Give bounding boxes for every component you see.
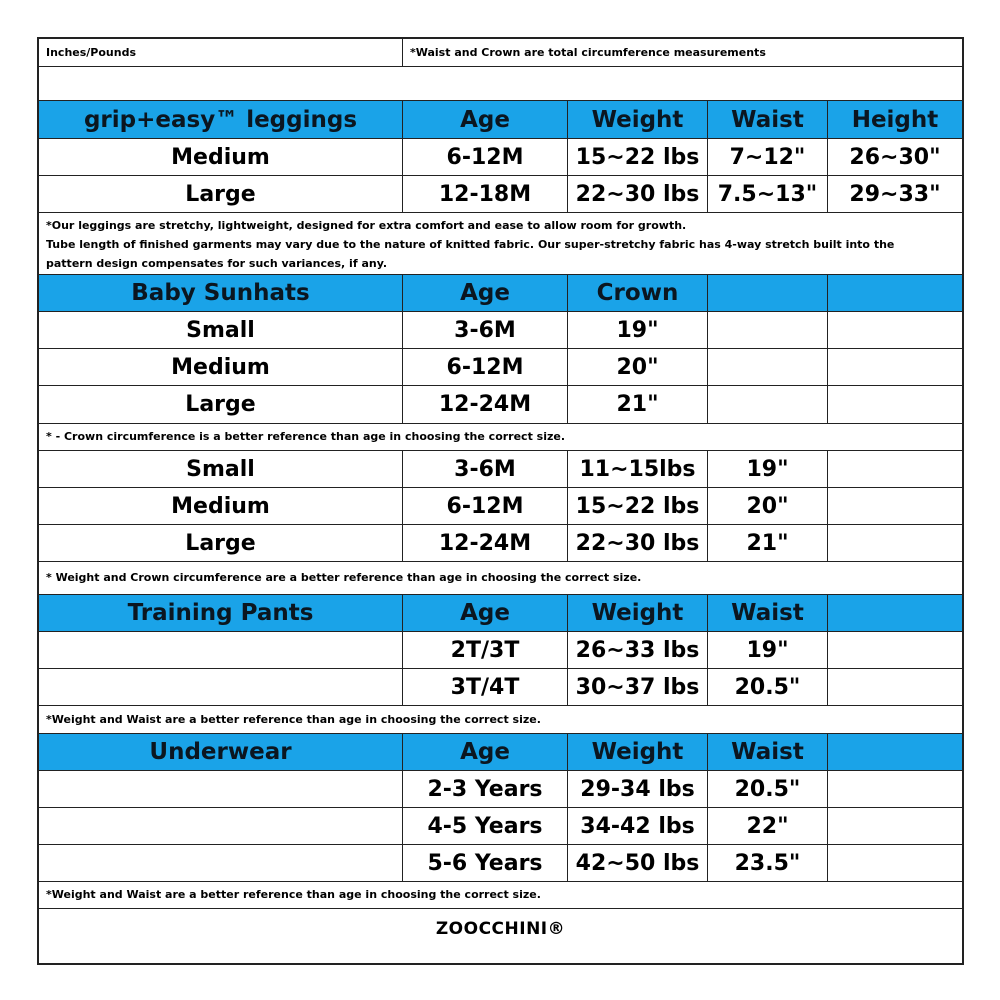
weight-cell: 26~33 lbs: [567, 632, 707, 668]
empty-cell: [827, 349, 962, 385]
waist-cell: 20.5": [707, 669, 827, 705]
size-cell: Large: [185, 530, 256, 556]
col-header-empty: [707, 275, 827, 311]
crown-cell: 21": [707, 525, 827, 561]
training-note: *Weight and Waist are a better reference than age in choosing the correct size.: [39, 706, 962, 734]
crown-cell: 21": [567, 386, 707, 423]
leggings-note-line2: Tube length of finished garments may vary due to the nature of knitted fabric. Our super-stretchy fabric has 4-way stretch built into the: [46, 238, 895, 251]
table-row: [39, 525, 962, 562]
waist-cell: 7.5~13": [707, 176, 827, 212]
age-cell: 3-6M: [402, 312, 567, 348]
weight-cell: 29-34 lbs: [567, 771, 707, 807]
col-header-age: Age: [402, 101, 567, 138]
underwear-note: *Weight and Waist are a better reference than age in choosing the correct size.: [39, 882, 962, 909]
age-cell: 6-12M: [402, 488, 567, 524]
col-header-crown: Crown: [567, 275, 707, 311]
size-cell: Large: [185, 392, 256, 417]
sunhats-header: [39, 275, 962, 312]
age-cell: 6-12M: [402, 349, 567, 385]
table-row: [39, 808, 962, 845]
size-chart: [37, 37, 964, 965]
col-header-empty: [827, 734, 962, 770]
size-cell: [39, 669, 402, 705]
waist-cell: 20.5": [707, 771, 827, 807]
waist-cell: 19": [707, 632, 827, 668]
table-row: [39, 176, 962, 213]
brand-name: ZOOCCHINI®: [435, 919, 566, 939]
sunhats-note: * - Crown circumference is a better reference than age in choosing the correct size.: [39, 424, 962, 451]
col-header-age: Age: [402, 734, 567, 770]
age-cell: 6-12M: [402, 139, 567, 175]
underwear-title: Underwear: [149, 739, 292, 765]
weight-cell: 22~30 lbs: [567, 176, 707, 212]
leggings-header: [39, 101, 962, 139]
crown-cell: 20": [707, 488, 827, 524]
size-cell: [39, 771, 402, 807]
empty-cell: [827, 451, 962, 487]
crown-cell: 20": [567, 349, 707, 385]
empty-cell: [827, 312, 962, 348]
empty-cell: [707, 312, 827, 348]
waist-cell: 23.5": [707, 845, 827, 881]
size-cell: Large: [185, 181, 256, 207]
table-row: [39, 488, 962, 525]
waist-cell: 22": [707, 808, 827, 844]
col-header-weight: Weight: [567, 101, 707, 138]
size-cell: Medium: [171, 354, 270, 380]
size-cell: Medium: [171, 493, 270, 519]
size-cell: [39, 845, 402, 881]
weight-cell: 11~15lbs: [567, 451, 707, 487]
underwear-header: [39, 734, 962, 771]
age-cell: 3T/4T: [402, 669, 567, 705]
table-row: [39, 312, 962, 349]
crown-cell: 19": [567, 312, 707, 348]
col-header-weight: Weight: [567, 595, 707, 631]
leggings-note-line3: pattern design compensates for such variances, if any.: [46, 257, 388, 270]
size-cell: Small: [186, 456, 255, 482]
size-cell: [39, 808, 402, 844]
training-header: [39, 595, 962, 632]
col-header-empty: [827, 595, 962, 631]
empty-cell: [827, 808, 962, 844]
empty-cell: [707, 386, 827, 423]
leggings-note-line1: *Our leggings are stretchy, lightweight, designed for extra comfort and ease to allow room for growth.: [46, 219, 687, 232]
table-row: [39, 451, 962, 488]
units-label: Inches/Pounds: [46, 46, 137, 59]
table-row: [39, 669, 962, 706]
weight-cell: 15~22 lbs: [567, 139, 707, 175]
units-row: [39, 39, 962, 67]
weight-cell: 42~50 lbs: [567, 845, 707, 881]
col-header-weight: Weight: [567, 734, 707, 770]
size-cell: [39, 632, 402, 668]
waist-cell: 7~12": [707, 139, 827, 175]
age-cell: 4-5 Years: [402, 808, 567, 844]
size-cell: Medium: [171, 144, 270, 170]
col-header-age: Age: [402, 275, 567, 311]
training-title: Training Pants: [127, 600, 314, 626]
empty-cell: [707, 349, 827, 385]
table-row: [39, 349, 962, 386]
empty-cell: [827, 771, 962, 807]
col-header-waist: Waist: [707, 595, 827, 631]
height-cell: 26~30": [827, 139, 962, 175]
leggings-note: [39, 213, 962, 275]
brand-footer: [39, 909, 962, 963]
age-cell: 12-18M: [402, 176, 567, 212]
age-cell: 2T/3T: [402, 632, 567, 668]
second-hats-note: * Weight and Crown circumference are a better reference than age in choosing the correct size.: [39, 562, 962, 595]
crown-cell: 19": [707, 451, 827, 487]
height-cell: 29~33": [827, 176, 962, 212]
age-cell: 12-24M: [402, 525, 567, 561]
age-cell: 5-6 Years: [402, 845, 567, 881]
age-cell: 2-3 Years: [402, 771, 567, 807]
empty-cell: [827, 845, 962, 881]
empty-cell: [827, 632, 962, 668]
table-row: [39, 845, 962, 882]
col-header-height: Height: [827, 101, 962, 138]
blank-row: [39, 67, 962, 101]
weight-cell: 34-42 lbs: [567, 808, 707, 844]
empty-cell: [827, 669, 962, 705]
empty-cell: [827, 488, 962, 524]
col-header-age: Age: [402, 595, 567, 631]
col-header-waist: Waist: [707, 101, 827, 138]
sunhats-title: Baby Sunhats: [131, 280, 310, 306]
age-cell: 3-6M: [402, 451, 567, 487]
table-row: [39, 139, 962, 176]
weight-cell: 30~37 lbs: [567, 669, 707, 705]
col-header-empty: [827, 275, 962, 311]
weight-cell: 15~22 lbs: [567, 488, 707, 524]
col-header-waist: Waist: [707, 734, 827, 770]
empty-cell: [827, 525, 962, 561]
empty-cell: [827, 386, 962, 423]
weight-cell: 22~30 lbs: [567, 525, 707, 561]
table-row: [39, 386, 962, 424]
age-cell: 12-24M: [402, 386, 567, 423]
table-row: [39, 771, 962, 808]
circumference-note: *Waist and Crown are total circumference measurements: [402, 39, 962, 66]
size-cell: Small: [186, 317, 255, 343]
table-row: [39, 632, 962, 669]
leggings-title: grip+easy™ leggings: [83, 106, 358, 133]
